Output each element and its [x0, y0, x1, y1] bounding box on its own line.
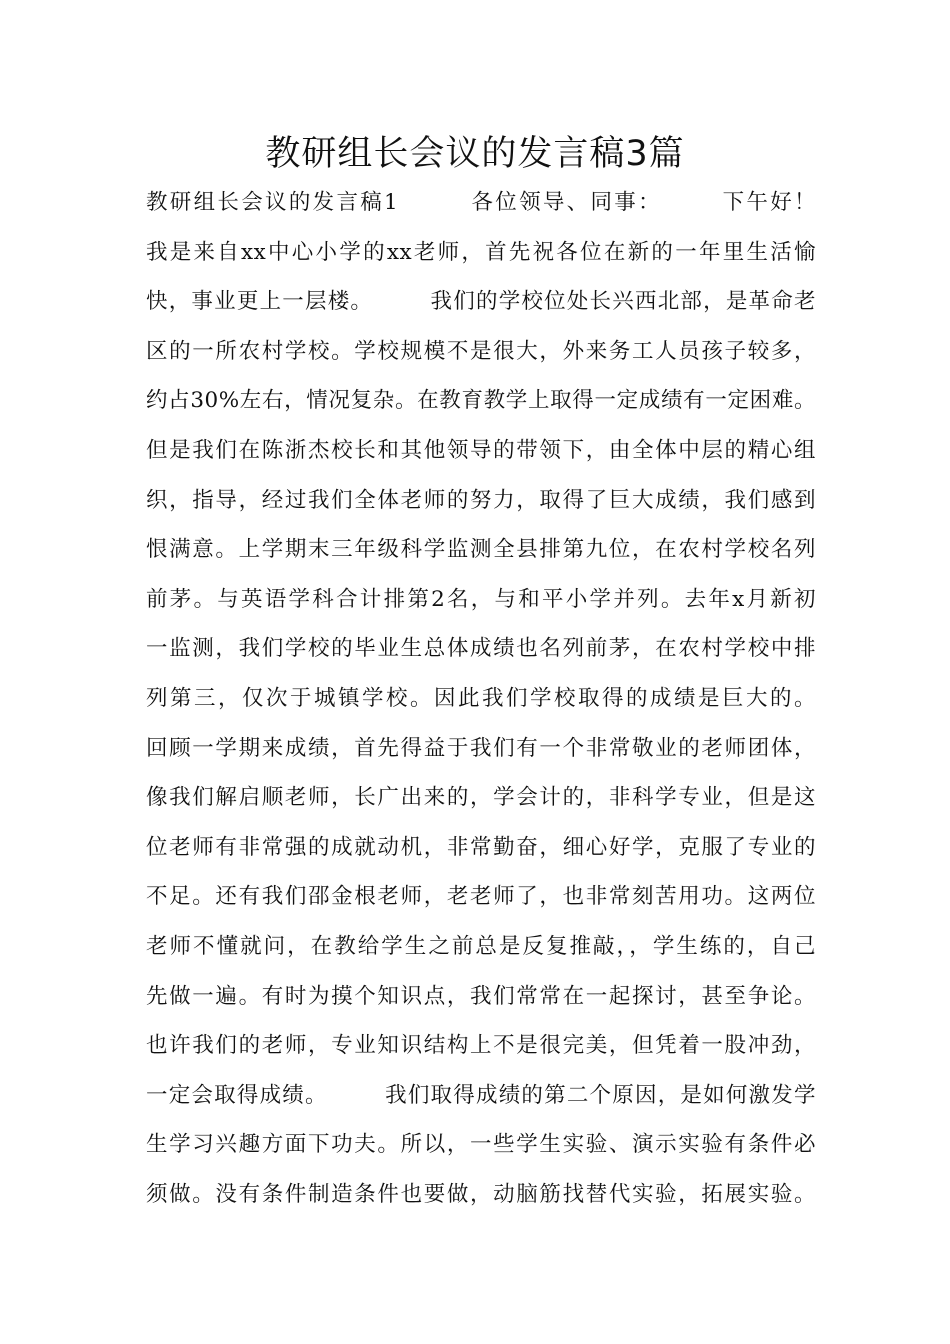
body-line: 但是我们在陈浙杰校长和其他领导的带领下，由全体中层的精心组: [146, 437, 816, 463]
body-line: 织，指导，经过我们全体老师的努力，取得了巨大成绩，我们感到: [146, 487, 816, 513]
body-line: 老师不懂就问，在教给学生之前总是反复推敲，，学生练的，自己: [146, 933, 816, 959]
body-line: 我是来自xx中心小学的xx老师，首先祝各位在新的一年里生活愉: [146, 239, 816, 265]
body-line: 列第三，仅次于城镇学校。因此我们学校取得的成绩是巨大的。: [146, 685, 816, 711]
body-line: 不足。还有我们邵金根老师，老老师了，也非常刻苦用功。这两位: [146, 884, 816, 910]
document-title: 教研组长会议的发言稿3篇: [265, 134, 685, 174]
body-line: 位老师有非常强的成就动机，非常勤奋，细心好学，克服了专业的: [146, 834, 816, 860]
body-line: 快，事业更上一层楼。 我们的学校位处长兴西北部，是革命老: [146, 289, 816, 315]
body-line: 像我们解启顺老师，长广出来的，学会计的，非科学专业，但是这: [146, 785, 816, 811]
body-line: 生学习兴趣方面下功夫。所以，一些学生实验、演示实验有条件必: [146, 1132, 816, 1158]
body-line: 教研组长会议的发言稿1 各位领导、同事： 下午好！: [146, 190, 816, 215]
body-line: 一监测，我们学校的毕业生总体成绩也名列前茅，在农村学校中排: [146, 636, 816, 662]
body-line: 区的一所农村学校。学校规模不是很大，外来务工人员孩子较多，: [146, 338, 816, 364]
document-body: [146, 178, 816, 1219]
body-line: 也许我们的老师，专业知识结构上不是很完美，但凭着一股冲劲，: [146, 1033, 816, 1059]
body-line: 约占30%左右，情况复杂。在教育教学上取得一定成绩有一定困难。: [146, 388, 816, 414]
body-line: 须做。没有条件制造条件也要做，动脑筋找替代实验，拓展实验。: [146, 1181, 816, 1207]
body-line: 一定会取得成绩。 我们取得成绩的第二个原因，是如何激发学: [146, 1082, 816, 1108]
body-line: 前茅。与英语学科合计排第2名，与和平小学并列。去年x月新初: [146, 586, 816, 612]
body-line: 回顾一学期来成绩，首先得益于我们有一个非常敬业的老师团体，: [146, 735, 816, 761]
body-line: 恨满意。上学期末三年级科学监测全县排第九位，在农村学校名列: [146, 537, 816, 563]
body-line: 先做一遍。有时为摸个知识点，我们常常在一起探讨，甚至争论。: [146, 983, 816, 1009]
